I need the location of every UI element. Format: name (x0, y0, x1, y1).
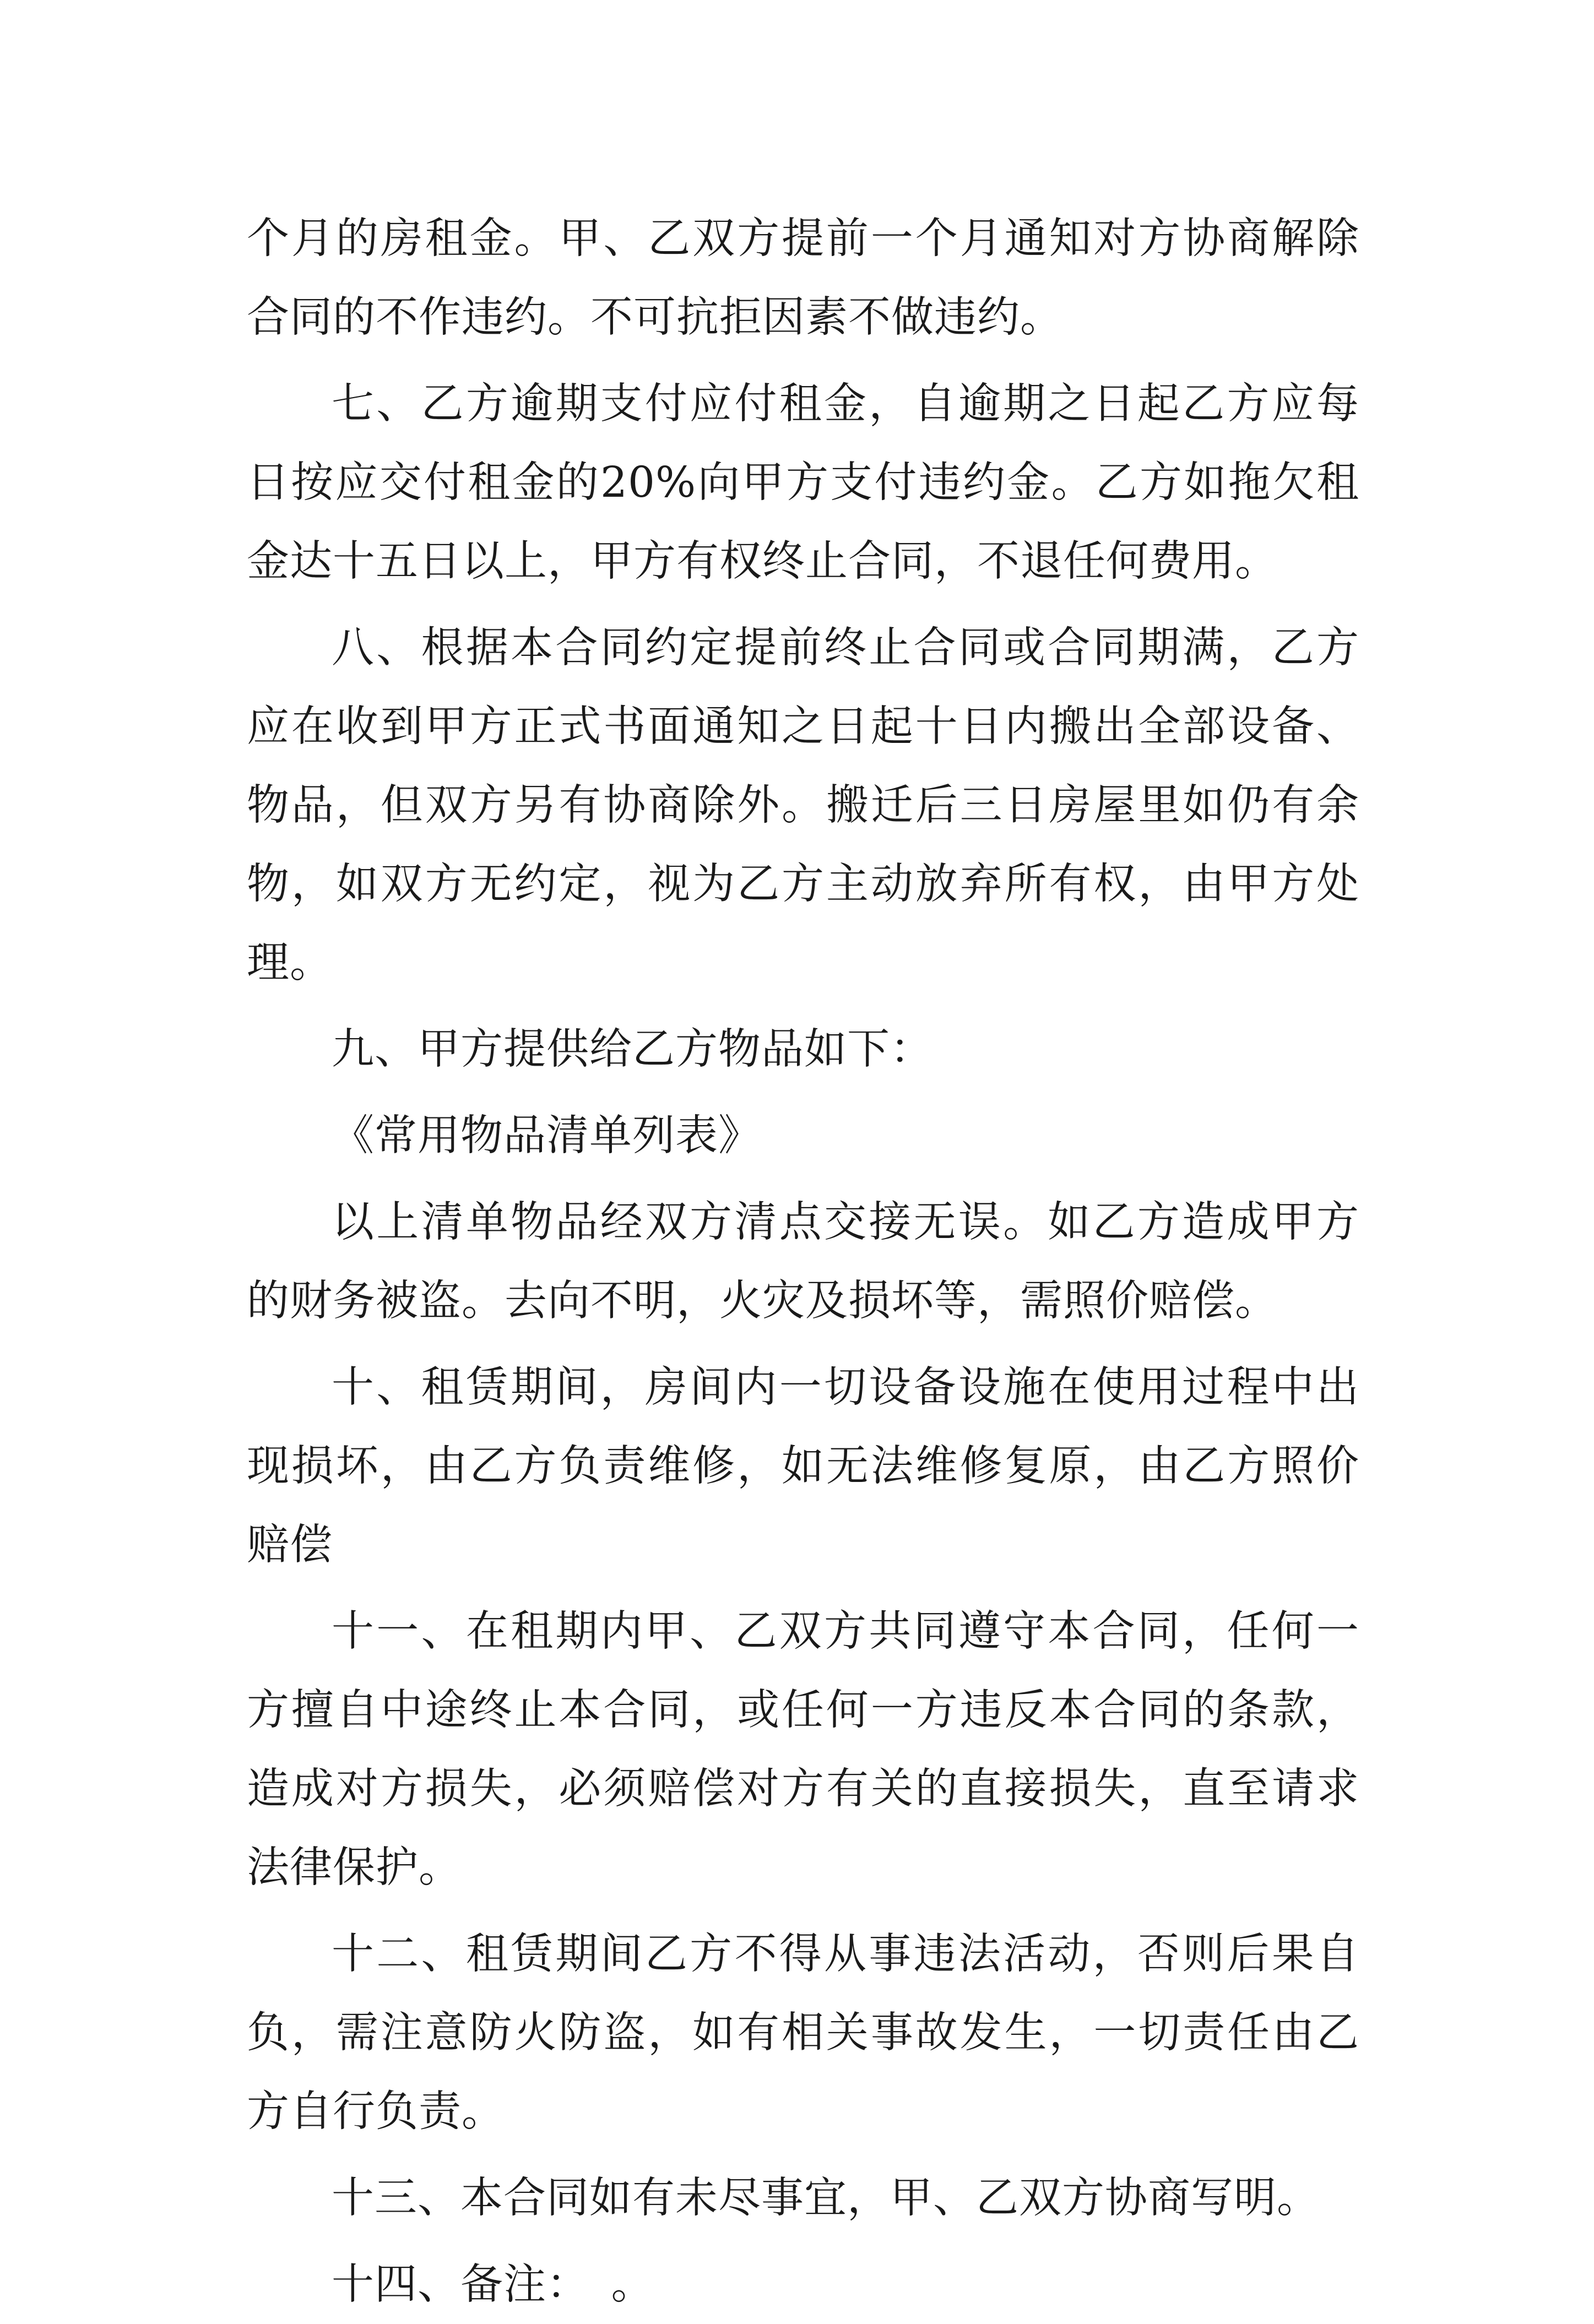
paragraph-clause-14: 十四、备注： 。 (332, 2260, 654, 2309)
paragraph-clause-12: 十二、租赁期间乙方不得从事违法活动，否则后果自负，需注意防火防盗，如有相关事故发生，一切责任由乙方自行负责。 (247, 1930, 1359, 2136)
paragraph-item-list-title: 《常用物品清单列表》 (332, 1111, 761, 1160)
paragraph-item-list-note: 以上清单物品经双方清点交接无误。如乙方造成甲方的财务被盗。去向不明，火灾及损坏等，需照价赔偿。 (247, 1198, 1359, 1326)
paragraph-clause-13: 十三、本合同如有未尽事宜，甲、乙双方协商写明。 (332, 2174, 1320, 2223)
paragraph-clause-8: 八、根据本合同约定提前终止合同或合同期满，乙方应在收到甲方正式书面通知之日起十日内搬出全部设备、物品，但双方另有协商除外。搬迁后三日房屋里如仍有余物，如双方无约定，视为乙方主动放弃所有权，由甲方处理。 (247, 623, 1359, 987)
paragraph-clause-9: 九、甲方提供给乙方物品如下： (332, 1025, 933, 1074)
paragraph-clause-11: 十一、在租期内甲、乙双方共同遵守本合同，任何一方擅自中途终止本合同，或任何一方违反本合同的条款，造成对方损失，必须赔偿对方有关的直接损失，直至请求法律保护。 (247, 1607, 1359, 1892)
paragraph-rent-termination: 个月的房租金。甲、乙双方提前一个月通知对方协商解除合同的不作违约。不可抗拒因素不做违约。 (247, 214, 1359, 342)
document-body (247, 199, 1359, 2324)
paragraph-clause-10: 十、租赁期间，房间内一切设备设施在使用过程中出现损坏，由乙方负责维修，如无法维修复原，由乙方照价赔偿 (247, 1363, 1359, 1570)
paragraph-clause-7: 七、乙方逾期支付应付租金，自逾期之日起乙方应每日按应交付租金的20%向甲方支付违约金。乙方如拖欠租金达十五日以上，甲方有权终止合同，不退任何费用。 (247, 379, 1359, 586)
